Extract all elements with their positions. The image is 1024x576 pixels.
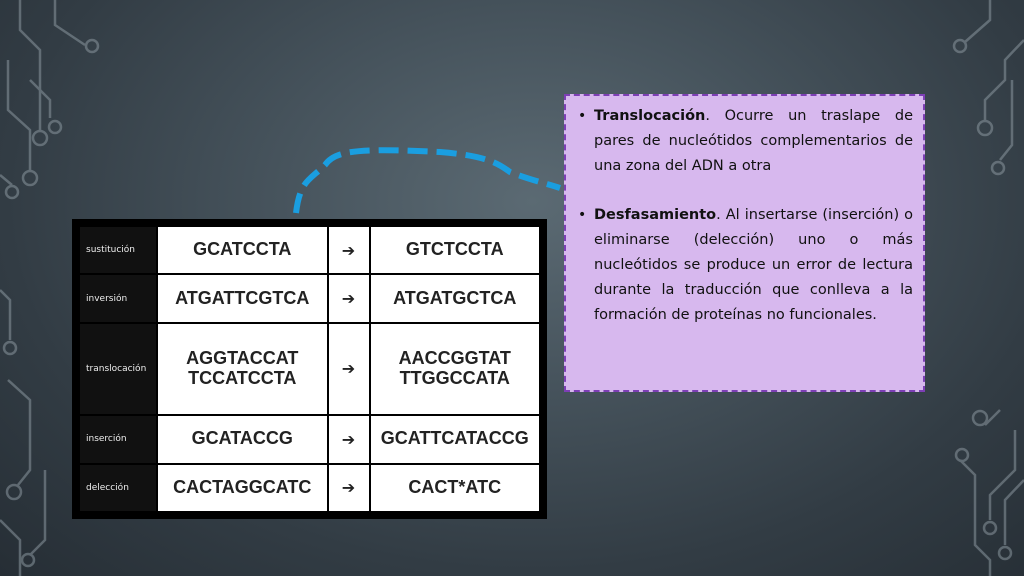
row-label: delección	[79, 464, 157, 512]
arrow-icon: ➔	[328, 274, 370, 322]
row-label: inversión	[79, 274, 157, 322]
dashed-connector	[296, 150, 560, 213]
bullet-description: . Al insertarse (inserción) o eliminarse (delección) uno o más nucleótidos se produce un error de lectura durante la traducción que conlleva a la formación de proteínas no funcionales.	[594, 206, 913, 323]
row-label: sustitución	[79, 226, 157, 274]
sequence-before: GCATACCG	[157, 415, 328, 463]
arrow-icon: ➔	[328, 226, 370, 274]
bullet-dot-icon: •	[578, 108, 587, 124]
bullet-description: . Ocurre un traslape de pares de nucleótidos complementarios de una zona del ADN a otra	[594, 108, 913, 174]
table-row	[79, 323, 540, 415]
row-label: inserción	[79, 415, 157, 463]
bullet-term: Desfasamiento	[594, 206, 717, 223]
bullet-translocacion	[578, 104, 913, 179]
bullet-term: Translocación	[594, 108, 706, 124]
sequence-line: AGGTACCAT	[186, 348, 299, 369]
arrow-icon: ➔	[328, 323, 370, 415]
mutations-table	[72, 219, 547, 519]
sequence-before: CACTAGGCATC	[157, 464, 328, 512]
arrow-icon: ➔	[328, 464, 370, 512]
table-row	[79, 415, 540, 463]
sequence-line: TCCATCCTA	[188, 367, 297, 388]
sequence-before: ATGATTCGTCA	[157, 274, 328, 322]
sequence-after: CACT*ATC	[370, 464, 541, 512]
arrow-icon: ➔	[328, 415, 370, 463]
table-row	[79, 464, 540, 512]
bullet-desfasamiento	[578, 203, 913, 328]
bullet-text	[594, 203, 913, 328]
definition-text-box[interactable]	[564, 94, 925, 392]
bullet-dot-icon: •	[578, 206, 587, 223]
sequence-after: GCATTCATACCG	[370, 415, 541, 463]
sequence-before: GCATCCTA	[157, 226, 328, 274]
sequence-line: TTGGCCATA	[399, 367, 510, 388]
sequence-after: ATGATGCTCA	[370, 274, 541, 322]
table-row	[79, 226, 540, 274]
sequence-before	[157, 323, 328, 415]
bullet-text	[594, 104, 913, 179]
row-label: translocación	[79, 323, 157, 415]
sequence-after	[370, 323, 541, 415]
sequence-after: GTCTCCTA	[370, 226, 541, 274]
sequence-line: AACCGGTAT	[398, 348, 511, 369]
table-row	[79, 274, 540, 322]
